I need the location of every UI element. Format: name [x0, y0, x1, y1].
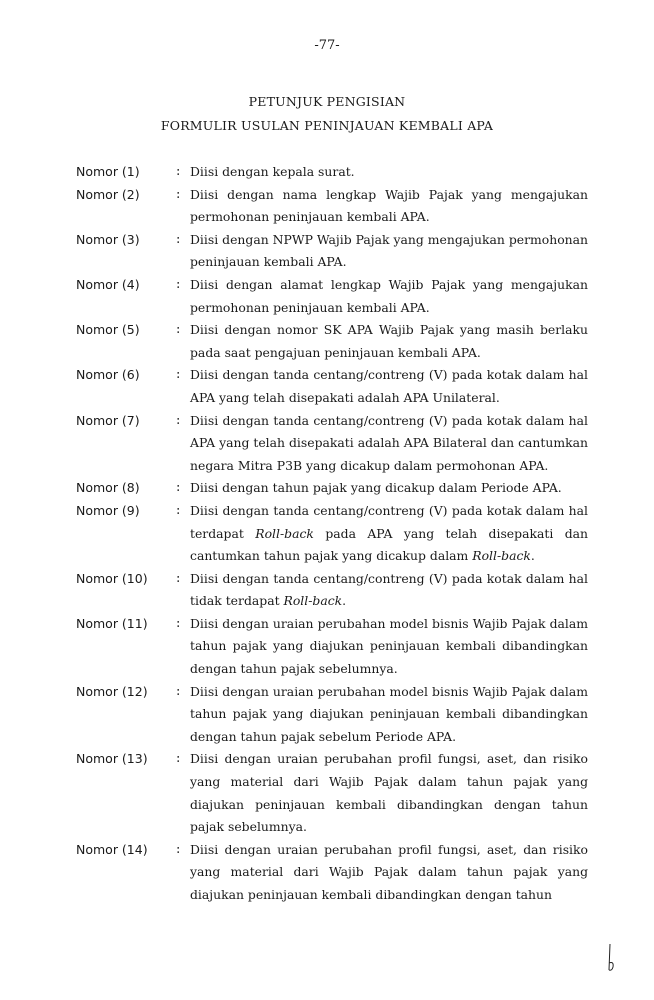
- entry-colon: :: [176, 480, 181, 496]
- list-item: [76, 274, 588, 319]
- entry-label: Nomor (9): [76, 502, 140, 518]
- entry-label: Nomor (8): [76, 480, 140, 496]
- entry-colon: :: [176, 186, 181, 202]
- list-item: [76, 500, 588, 568]
- entry-label: Nomor (2): [76, 186, 140, 202]
- entry-text: Diisi dengan tanda centang/contreng (V) pada kotak dalam hal terdapat Roll-back pada APA yang telah disepakati dan cantumkan tahun pajak yang dicakup dalam Roll-back.: [190, 502, 588, 564]
- list-item: [76, 568, 588, 613]
- entry-colon: :: [176, 683, 181, 699]
- entry-colon: :: [176, 841, 181, 857]
- entry-text: Diisi dengan uraian perubahan profil fungsi, aset, dan risiko yang material dari Wajib Pajak dalam tahun pajak yang diajukan peninjauan kembali dibandingkan dengan tahun: [190, 841, 588, 902]
- entry-colon: :: [176, 751, 181, 767]
- entry-label: Nomor (7): [76, 412, 140, 428]
- entry-label: Nomor (13): [76, 751, 148, 767]
- entry-text: Diisi dengan uraian perubahan model bisnis Wajib Pajak dalam tahun pajak yang diajukan peninjauan kembali dibandingkan dengan tahun pajak sebelum Periode APA.: [190, 683, 588, 744]
- document-subtitle: FORMULIR USULAN PENINJAUAN KEMBALI APA: [160, 118, 494, 133]
- entry-label: Nomor (3): [76, 231, 140, 247]
- list-item: [76, 681, 588, 749]
- entry-label: Nomor (11): [76, 615, 148, 631]
- entry-colon: :: [176, 570, 181, 586]
- entry-colon: :: [176, 367, 181, 383]
- entry-label: Nomor (6): [76, 367, 140, 383]
- entry-text: Diisi dengan tanda centang/contreng (V) pada kotak dalam hal tidak terdapat Roll-back.: [190, 570, 588, 609]
- entry-label: Nomor (5): [76, 322, 140, 338]
- list-item: [76, 161, 588, 184]
- entry-text: Diisi dengan NPWP Wajib Pajak yang mengajukan permohonan peninjauan kembali APA.: [190, 231, 588, 270]
- entry-text: Diisi dengan kepala surat.: [190, 164, 355, 179]
- entry-label: Nomor (12): [76, 683, 148, 699]
- entry-colon: :: [176, 276, 181, 292]
- entry-colon: :: [176, 231, 181, 247]
- page-number: -77-: [314, 38, 340, 53]
- entry-label: Nomor (4): [76, 276, 140, 292]
- entry-text: Diisi dengan nama lengkap Wajib Pajak yang mengajukan permohonan peninjauan kembali APA.: [190, 186, 588, 225]
- list-item: [76, 748, 588, 838]
- entry-colon: :: [176, 615, 181, 631]
- entry-text: Diisi dengan uraian perubahan model bisnis Wajib Pajak dalam tahun pajak yang diajukan peninjauan kembali dibandingkan dengan tahun pajak sebelumnya.: [190, 615, 588, 677]
- entry-colon: :: [176, 502, 181, 518]
- instruction-list: [76, 161, 588, 907]
- entry-text: Diisi dengan tanda centang/contreng (V) pada kotak dalam hal APA yang telah disepakati adalah APA Unilateral.: [190, 367, 588, 405]
- entry-text: Diisi dengan uraian perubahan profil fungsi, aset, dan risiko yang material dari Wajib Pajak dalam tahun pajak yang diajukan peninjauan kembali dibandingkan dengan tahun pajak sebelumnya.: [190, 751, 588, 835]
- list-item: [76, 319, 588, 364]
- list-item: [76, 613, 588, 681]
- paraf-signature-icon: [606, 943, 618, 973]
- document-title: PETUNJUK PENGISIAN: [248, 94, 406, 109]
- entry-text: Diisi dengan tanda centang/contreng (V) pada kotak dalam hal APA yang telah disepakati adalah APA Bilateral dan cantumkan negara Mitra P3B yang dicakup dalam permohonan APA.: [190, 412, 588, 473]
- entry-label: Nomor (1): [76, 164, 140, 179]
- entry-colon: :: [176, 164, 181, 179]
- list-item: [76, 410, 588, 478]
- entry-label: Nomor (14): [76, 841, 148, 857]
- list-item: [76, 364, 588, 409]
- entry-text: Diisi dengan tahun pajak yang dicakup dalam Periode APA.: [190, 480, 562, 496]
- list-item: [76, 229, 588, 274]
- list-item: [76, 839, 588, 907]
- entry-colon: :: [176, 412, 181, 428]
- list-item: [76, 184, 588, 229]
- entry-colon: :: [176, 322, 181, 338]
- list-item: [76, 477, 588, 500]
- entry-label: Nomor (10): [76, 570, 148, 586]
- entry-text: Diisi dengan nomor SK APA Wajib Pajak yang masih berlaku pada saat pengajuan peninjauan kembali APA.: [190, 322, 588, 360]
- entry-text: Diisi dengan alamat lengkap Wajib Pajak yang mengajukan permohonan peninjauan kembali APA.: [190, 276, 588, 315]
